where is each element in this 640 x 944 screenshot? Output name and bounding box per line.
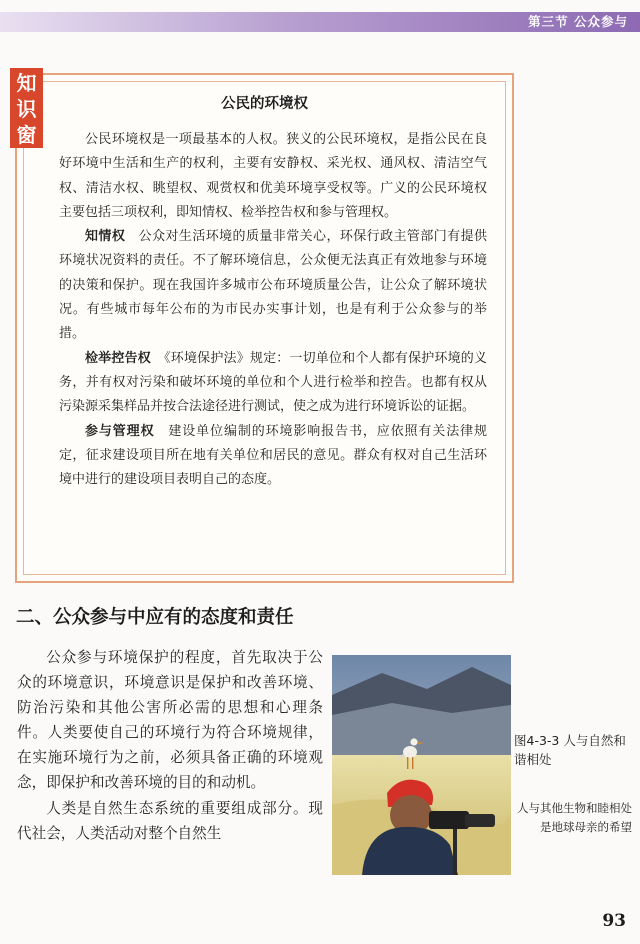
box-intro: 公民环境权是一项最基本的人权。狭义的公民环境权，是指公民在良好环境中生活和生产的权利，主要有安静权、采光权、通风权、清洁空气权、清洁水权、眺望权、观赏权和优美环境享受权等。广义的公民环境权主要包括三项权利，即知情权、检举控告权和参与管理权。 — [59, 132, 487, 220]
right-paragraph-1 — [59, 225, 487, 346]
photo-illustration — [332, 655, 511, 875]
knowledge-window-tag: 知识窗 — [10, 68, 43, 148]
right-term-1: 知情权 — [85, 229, 126, 245]
right-paragraph-3 — [59, 420, 487, 493]
running-header: 第三节 公众参与 — [528, 14, 628, 29]
figure-photo — [332, 655, 511, 875]
box-body — [59, 128, 487, 492]
section-paragraph-1: 公众参与环境保护的程度，首先取决于公众的环境意识，环境意识是保护和改善环境、防治污染和其他公害所必需的思想和心理条件。人类要使自己的环境行为符合环境规律，在实施环境行为之前，必须具备正确的环境观念，即保护和改善环境的目的和动机。 — [17, 649, 323, 792]
right-text-1: 公众对生活环境的质量非常关心，环保行政主管部门有提供环境状况资料的责任。不了解环境信息，公众便无法真正有效地参与环境的决策和保护。现在我国许多城市公布环境质量公告，让公众了解环境状况。有些城市每年公布的为市民办实事计划，也是有利于公众参与的举措。 — [59, 229, 487, 342]
section-title: 二、公众参与中应有的态度和责任 — [16, 607, 294, 628]
box-title: 公民的环境权 — [221, 96, 308, 112]
right-term-2: 检举控告权 — [85, 350, 151, 366]
right-text-3: 建设单位编制的环境影响报告书，应依照有关法律规定，征求建设项目所在地有关单位和居民的意见。群众有权对自己生活环境中进行的建设项目表明自己的态度。 — [59, 423, 487, 488]
section-body — [17, 645, 323, 846]
right-text-2: 《环境保护法》规定：一切单位和个人都有保护环境的义务，并有权对污染和破坏环境的单位和个人进行检举和控告。也都有权从污染源采集样品并按合法途径进行测试，使之成为进行环境诉讼的证据。 — [59, 350, 487, 415]
figure-caption: 图4-3-3 人与自然和谐相处 — [514, 733, 626, 767]
page-number: 93 — [602, 911, 626, 931]
right-term-3: 参与管理权 — [85, 423, 155, 439]
figure-note: 人与其他生物和睦相处是地球母亲的希望 — [517, 801, 632, 834]
right-paragraph-2 — [59, 347, 487, 420]
section-paragraph-2: 人类是自然生态系统的重要组成部分。现代社会，人类活动对整个自然生 — [17, 799, 323, 842]
